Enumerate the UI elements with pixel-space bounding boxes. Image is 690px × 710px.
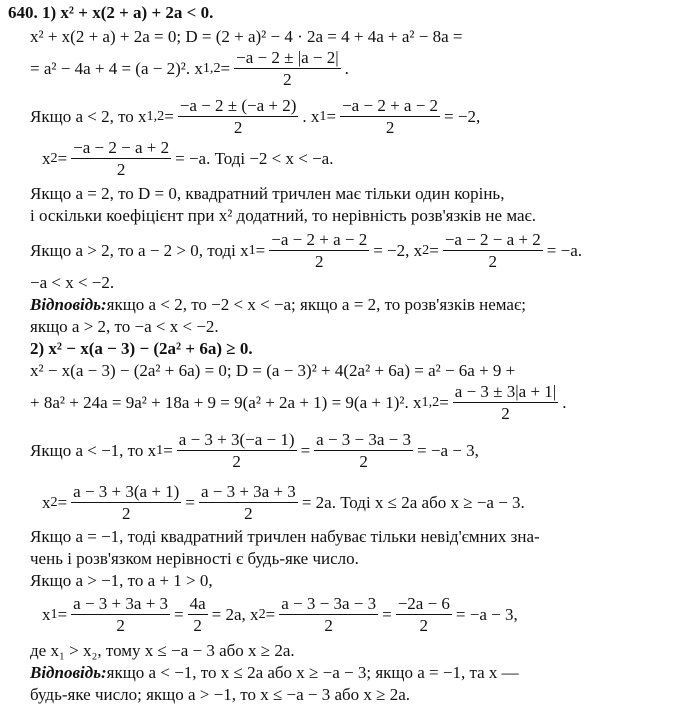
problem-number: 640. [8,3,38,22]
fraction: $\frac{a - 3 - 3a - 3}{2}$ [281,593,377,635]
fraction: $\frac{a - 3 + 3(a + 1)}{2}$ [73,481,180,523]
part1-line4: x 2 = $\frac{-a - 2 - a + 2}{2}$ = −a. Тоді −2 < x < −a. [42,137,334,179]
part2-line8: x 1 = $\frac{a - 3 + 3a + 3}{2}$ = $\frac{4a}{2}$ = 2a, x 2 = $\frac{a - 3 - 3a - 3}{2}$ = $\frac{-2a - 6}{2}$ = −a − 3, [42,593,518,635]
part2-answer-line2: будь-яке число; якщо a > −1, то x ≤ −a − 3 або x ≥ 2a. [30,685,411,704]
part1-line1: x² + x(2 + a) + 2a = 0; D = (2 + a)² − 4 · 2a = 4 + 4a + a² − 8a = [30,27,463,46]
part1-line8: −a < x < −2. [30,273,115,292]
problem-header [8,4,678,21]
part2-line9: де x₁ > x₂, тому x ≤ −a − 3 або x ≥ 2a. [30,641,295,660]
fraction: $\frac{a - 3 + 3a + 3}{2}$ [200,481,296,523]
answer-label: Відповідь: [30,295,107,314]
fraction: $\frac{a - 3 + 3a + 3}{2}$ [73,593,169,635]
part2-condition-line [30,340,678,357]
fraction: $\frac{-a - 2 \pm |a - 2|}{2}$ [236,47,339,89]
part2-line1: x² − x(a − 3) − (2a² + 6a) = 0; D = (a − 3)² + 4(2a² + 6a) = a² − 6a + 9 + [30,361,516,380]
part2-line7: Якщо a > −1, то a + 1 > 0, [30,571,213,590]
fraction: $\frac{-a - 2 + a - 2}{2}$ [342,95,439,137]
fraction: $\frac{a - 3 - 3a - 3}{2}$ [316,429,412,471]
part2-line3: Якщо a < −1, то x 1 = $\frac{a - 3 + 3(-a - 1)}{2}$ = $\frac{a - 3 - 3a - 3}{2}$ = −a − 3, [30,429,479,471]
part1-condition: 1) x² + x(2 + a) + 2a < 0. [42,3,214,22]
part1-answer-line1: Відповідь: якщо a < 2, то −2 < x < −a; якщо a = 2, то розв'язків немає; [30,295,526,314]
fraction: $\frac{-a - 2 + a - 2}{2}$ [271,229,368,271]
fraction: $\frac{a - 3 + 3(-a - 1)}{2}$ [178,429,295,471]
fraction: $\frac{a - 3 \pm 3|a + 1|}{2}$ [454,381,557,423]
part2-line5: Якщо a = −1, тоді квадратний тричлен набуває тільки невід'ємних зна- [30,527,540,546]
answer-label: Відповідь: [30,663,107,682]
fraction: $\frac{-a - 2 - a + 2}{2}$ [444,229,541,271]
fraction: $\frac{-2a - 6}{2}$ [397,593,450,635]
part2-line4: x 2 = $\frac{a - 3 + 3(a + 1)}{2}$ = $\frac{a - 3 + 3a + 3}{2}$ = 2a. Тоді x ≤ 2a або x ≥ −a − 3. [42,481,525,523]
part2-answer-line1: Відповідь: якщо a < −1, то x ≤ 2a або x ≥ −a − 3; якщо a = −1, та x — [30,663,519,682]
part1-line5: Якщо a = 2, то D = 0, квадратний тричлен має тільки один корінь, [30,184,505,203]
part1-line3: Якщо a < 2, то x 1,2 = $\frac{-a - 2 \pm (-a + 2)}{2}$ . x 1 = $\frac{-a - 2 + a - 2}{2}$ = −2, [30,95,481,137]
fraction: $\frac{4a}{2}$ [189,593,206,635]
part2-line6: чень і розв'язком нерівності є будь-яке число. [30,549,359,568]
part2-line2: + 8a² + 24a = 9a² + 18a + 9 = 9(a² + 2a + 1) = 9(a + 1)². x 1,2 = $\frac{a - 3 \pm 3|a + 1|}{2}$ . [30,381,567,423]
fraction: $\frac{-a - 2 \pm (-a + 2)}{2}$ [179,95,297,137]
part1-line6: і оскільки коефіцієнт при x² додатний, то нерівність розв'язків не має. [30,206,537,225]
fraction: $\frac{-a - 2 - a + 2}{2}$ [73,137,170,179]
part2-condition: 2) x² − x(a − 3) − (2a² + 6a) ≥ 0. [30,339,253,358]
part1-answer-line2: якщо a > 2, то −a < x < −2. [30,317,219,336]
part1-line7: Якщо a > 2, то a − 2 > 0, тоді x 1 = $\frac{-a - 2 + a - 2}{2}$ = −2, x 2 = $\frac{-a - 2 - a + 2}{2}$ = −a. [30,229,583,271]
part1-line2: = a² − 4a + 4 = (a − 2)². x 1,2 = $\frac{-a - 2 \pm |a - 2|}{2}$ . [30,47,349,89]
